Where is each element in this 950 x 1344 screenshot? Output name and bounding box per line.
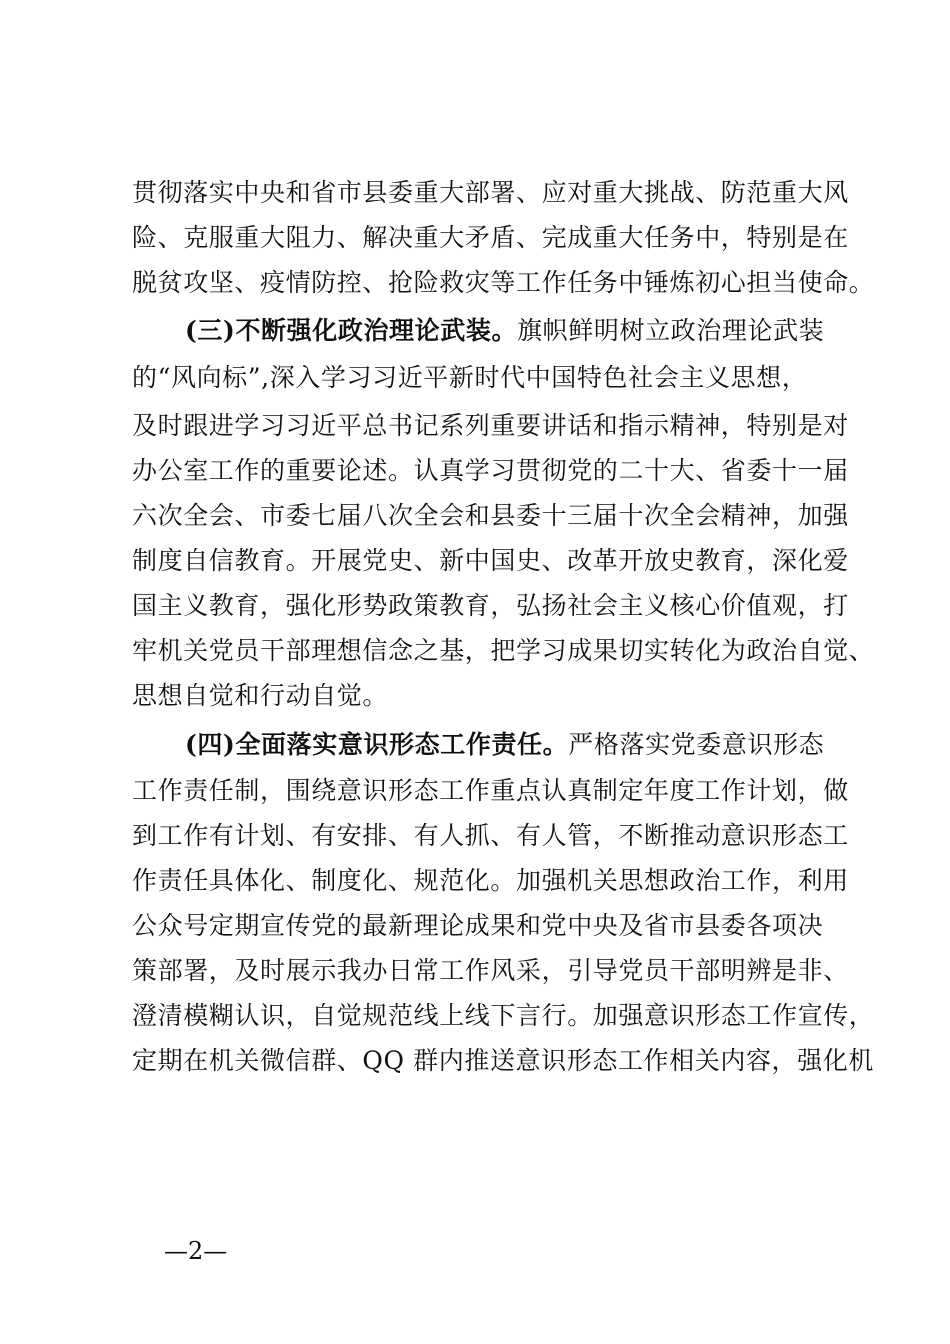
paragraph-line: 策部署，及时展示我办日常工作风采，引导党员干部明辨是非、 [132, 956, 849, 985]
paragraph-line: 到工作有计划、有安排、有人抓、有人管，不断推动意识形态工 [132, 821, 849, 850]
paragraph-line: 国主义教育，强化形势政策教育，弘扬社会主义核心价值观，打 [132, 591, 849, 620]
paragraph-line: 办公室工作的重要论述。认真学习贯彻党的二十大、省委十一届 [132, 456, 849, 485]
page-number: —2— [164, 1237, 228, 1265]
paragraph-line: 思想自觉和行动自觉。 [132, 681, 389, 710]
paragraph-line: 作责任具体化、制度化、规范化。加强机关思想政治工作，利用 [132, 866, 849, 895]
paragraph-line: 脱贫攻坚、疫情防控、抢险救灾等工作任务中锤炼初心担当使命。 [132, 268, 875, 297]
section-3-first-line [185, 316, 824, 346]
paragraph-line: 的“风向标”,深入学习习近平新时代中国特色社会主义思想， [132, 363, 808, 392]
paragraph-line: 澄清模糊认识，自觉规范线上线下言行。加强意识形态工作宣传， [132, 1001, 875, 1030]
paragraph-line: 贯彻落实中央和省市县委重大部署、应对重大挑战、防范重大风 [132, 178, 849, 207]
paragraph-line: 公众号定期宣传党的最新理论成果和党中央及省市县委各项决 [132, 911, 824, 940]
paragraph-line: 险、克服重大阻力、解决重大矛盾、完成重大任务中，特别是在 [132, 223, 849, 252]
paragraph-line: 六次全会、市委七届八次全会和县委十三届十次全会精神，加强 [132, 501, 849, 530]
paragraph-line: 工作责任制，围绕意识形态工作重点认真制定年度工作计划，做 [132, 776, 849, 805]
section-3-first-line-text: 旗帜鲜明树立政治理论武装 [517, 316, 825, 345]
paragraph-line: 制度自信教育。开展党史、新中国史、改革开放史教育，深化爱 [132, 546, 849, 575]
section-4-first-line-text: 严格落实党委意识形态 [568, 730, 825, 759]
section-4-heading: (四)全面落实意识形态工作责任。 [185, 730, 569, 759]
paragraph-line: 及时跟进学习习近平总书记系列重要讲话和指示精神，特别是对 [132, 411, 849, 440]
section-4-first-line [185, 730, 824, 760]
paragraph-line: 定期在机关微信群、QQ 群内推送意识形态工作相关内容，强化机 [132, 1046, 874, 1075]
paragraph-line: 牢机关党员干部理想信念之基，把学习成果切实转化为政治自觉、 [132, 636, 875, 665]
section-3-heading: (三)不断强化政治理论武装。 [185, 316, 518, 345]
